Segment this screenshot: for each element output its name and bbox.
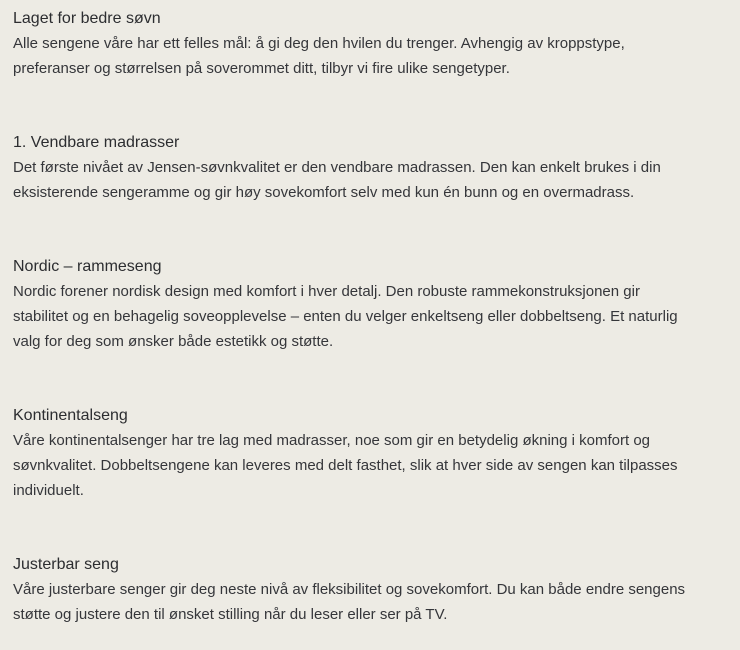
section-title: Laget for bedre søvn [13,10,161,27]
text-line: søvnkvalitet. Dobbeltsengene kan leveres med delt fasthet, slik at hver side av sengen kan tilpasses [13,457,678,474]
text-line: stabilitet og en behagelig soveopplevelse – enten du velger enkeltseng eller dobbeltseng. Et naturlig [13,308,678,325]
text-line: Det første nivået av Jensen-søvnkvalitet er den vendbare madrassen. Den kan enkelt brukes i din [13,159,661,176]
section-title: Kontinentalseng [13,407,128,424]
text-line: valg for deg som ønsker både estetikk og støtte. [13,333,334,350]
section-adjustable-bed [13,553,730,627]
section-better-sleep [13,7,730,81]
section-title: Justerbar seng [13,556,119,573]
text-line: preferanser og størrelsen på soverommet ditt, tilbyr vi fire ulike sengetyper. [13,60,510,77]
section-title: 1. Vendbare madrasser [13,134,180,151]
section-text [13,577,730,627]
text-line: Våre kontinentalsenger har tre lag med madrasser, noe som gir en betydelig økning i komfort og [13,432,651,449]
section-reversible-mattresses [13,131,730,205]
section-text [13,428,730,503]
text-line: Alle sengene våre har ett felles mål: å gi deg den hvilen du trenger. Avhengig av kroppstype, [13,35,625,52]
text-line: Våre justerbare senger gir deg neste nivå av fleksibilitet og sovekomfort. Du kan både endre sengens [13,581,686,598]
section-nordic-frame-bed [13,255,730,354]
text-line: eksisterende sengeramme og gir høy sovekomfort selv med kun én bunn og en overmadrass. [13,184,635,201]
text-line: individuelt. [13,482,84,499]
section-title: Nordic – rammeseng [13,258,162,275]
text-line: støtte og justere den til ønsket stilling når du leser eller ser på TV. [13,606,448,623]
section-continental-bed [13,404,730,503]
section-text [13,155,730,205]
section-text [13,31,730,81]
section-text [13,279,730,354]
text-line: Nordic forener nordisk design med komfort i hver detalj. Den robuste rammekonstruksjonen gir [13,283,640,300]
